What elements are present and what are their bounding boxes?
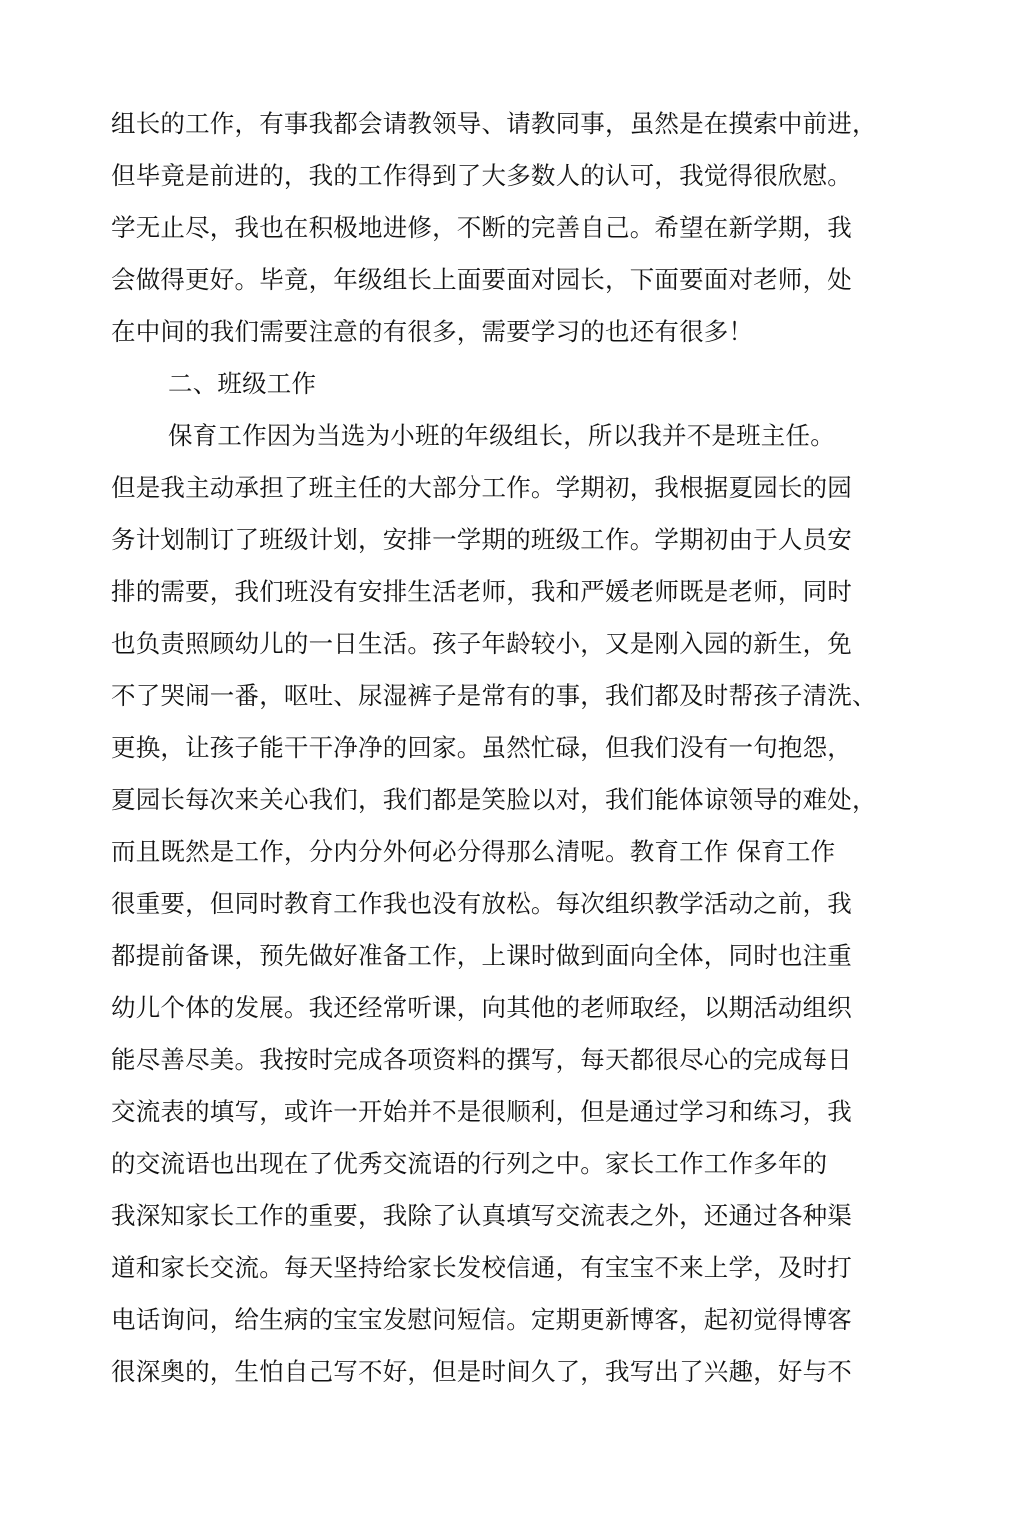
section-heading: 二、班级工作 [168,369,317,398]
text-line: 道和家长交流。每天坚持给家长发校信通，有宝宝不来上学，及时打 [111,1253,852,1282]
text-line: 但毕竟是前进的，我的工作得到了大多数人的认可，我觉得很欣慰。 [111,161,852,190]
text-line: 会做得更好。毕竟，年级组长上面要面对园长，下面要面对老师，处 [111,265,852,294]
text-line: 很深奥的，生怕自己写不好，但是时间久了，我写出了兴趣，好与不 [111,1357,852,1386]
text-line: 能尽善尽美。我按时完成各项资料的撰写，每天都很尽心的完成每日 [111,1045,852,1074]
text-line: 但是我主动承担了班主任的大部分工作。学期初，我根据夏园长的园 [111,473,852,502]
text-line: 电话询问，给生病的宝宝发慰问短信。定期更新博客，起初觉得博客 [111,1305,852,1334]
text-line: 而且既然是工作，分内分外何必分得那么清呢。教育工作 保育工作 [111,837,836,866]
text-line: 也负责照顾幼儿的一日生活。孩子年龄较小，又是刚入园的新生，免 [111,629,852,658]
text-line: 不了哭闹一番，呕吐、尿湿裤子是常有的事，我们都及时帮孩子清洗、 [111,681,877,710]
text-line: 我深知家长工作的重要，我除了认真填写交流表之外，还通过各种渠 [111,1201,852,1230]
text-line: 很重要，但同时教育工作我也没有放松。每次组织教学活动之前，我 [111,889,852,918]
text-line: 更换，让孩子能干干净净的回家。虽然忙碌，但我们没有一句抱怨， [111,733,852,762]
text-line: 交流表的填写，或许一开始并不是很顺利，但是通过学习和练习，我 [111,1097,852,1126]
paragraph-first-line: 保育工作因为当选为小班的年级组长，所以我并不是班主任。 [168,421,835,450]
text-line: 排的需要，我们班没有安排生活老师，我和严媛老师既是老师，同时 [111,577,852,606]
text-line: 的交流语也出现在了优秀交流语的行列之中。家长工作工作多年的 [111,1149,828,1178]
text-line: 夏园长每次来关心我们，我们都是笑脸以对，我们能体谅领导的难处， [111,785,877,814]
text-line: 都提前备课，预先做好准备工作，上课时做到面向全体，同时也注重 [111,941,852,970]
text-line: 在中间的我们需要注意的有很多，需要学习的也还有很多！ [111,317,754,346]
text-line: 组长的工作，有事我都会请教领导、请教同事，虽然是在摸索中前进， [111,109,877,138]
text-line: 学无止尽，我也在积极地进修，不断的完善自己。希望在新学期，我 [111,213,852,242]
text-line: 务计划制订了班级计划，安排一学期的班级工作。学期初由于人员安 [111,525,852,554]
text-line: 幼儿个体的发展。我还经常听课，向其他的老师取经，以期活动组织 [111,993,852,1022]
